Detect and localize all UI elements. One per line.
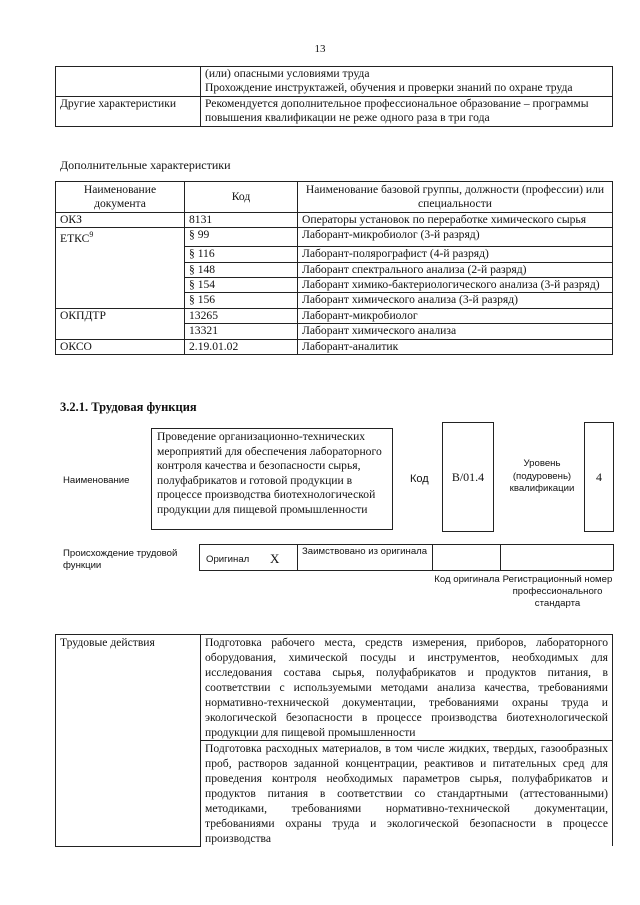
- doc-cell: [56, 293, 185, 308]
- header-code: Код: [185, 182, 298, 213]
- doc-cell: [56, 228, 185, 247]
- code-cell: 8131: [185, 213, 298, 228]
- code-cell: 13265: [185, 308, 298, 323]
- name-cell: Операторы установок по переработке химического сырья: [298, 213, 613, 228]
- row-label: [56, 67, 201, 97]
- table-row: [56, 213, 613, 228]
- doc-cell: [56, 277, 185, 292]
- name-cell: Лаборант химического анализа (3-й разряд): [298, 293, 613, 308]
- doc-name: ЕТКС: [60, 232, 90, 246]
- table-row: [56, 96, 613, 126]
- action-item: Подготовка расходных материалов, в том числе жидких, твердых, газообразных проб, растворов заданной концентрации, реактивов и питательных сред для проведения контроля необходимых параметров сырья, полуфабрикатов и продуктов питания в соответствии со стандартными (аттестованными) методиками, требованиями нормативно-технической документации, требованиями охраны труда и экологической безопасности в процессе производства: [201, 741, 613, 847]
- reg-number-cell: [501, 544, 614, 571]
- name-cell: Лаборант-аналитик: [298, 339, 613, 354]
- code-original-cell: [433, 544, 501, 571]
- action-item: Подготовка рабочего места, средств измерения, приборов, лабораторного оборудования, химической посуды и инструментов, необходимых для исследования состава сырья, полуфабрикатов и продуктов питания, в соответствии с используемыми методами анализа качества, требованиями нормативно-технической документации, требованиями охраны труда и экологической безопасности в процессе производства биотехнологической продукции для пищевой промышленности: [201, 635, 613, 741]
- table-row: [56, 67, 613, 97]
- name-cell: Лаборант-полярографист (4-й разряд): [298, 247, 613, 262]
- table-row: [56, 308, 613, 323]
- qualification-level-box: 4: [584, 422, 614, 532]
- name-cell: Лаборант-микробиолог (3-й разряд): [298, 228, 613, 247]
- name-cell: Лаборант химико-бактериологического анализа (3-й разряд): [298, 277, 613, 292]
- row-line: Прохождение инструктажей, обучения и проверки знаний по охране труда: [205, 81, 573, 95]
- doc-cell: [56, 262, 185, 277]
- doc-cell: ОКПДТР: [56, 308, 185, 323]
- characteristics-table: [55, 66, 613, 127]
- table-row: [56, 635, 613, 741]
- table-row: [56, 228, 613, 247]
- code-cell: § 116: [185, 247, 298, 262]
- table-row: [56, 293, 613, 308]
- original-cell: [199, 544, 297, 571]
- additional-characteristics-title: Дополнительные характеристики: [60, 158, 231, 172]
- doc-cell: ОКЗ: [56, 213, 185, 228]
- labor-actions-table: [55, 634, 613, 847]
- doc-cell: ОКСО: [56, 339, 185, 354]
- doc-cell: [56, 247, 185, 262]
- function-code-label: Код: [410, 473, 429, 485]
- name-cell: Лаборант спектрального анализа (2-й разряд): [298, 262, 613, 277]
- original-label: Оригинал: [206, 554, 250, 565]
- code-cell: § 154: [185, 277, 298, 292]
- code-cell: 13321: [185, 324, 298, 339]
- table-row: [56, 247, 613, 262]
- row-value: [201, 67, 613, 97]
- function-origin-label: Происхождение трудовой функции: [63, 548, 178, 571]
- name-cell: Лаборант химического анализа: [298, 324, 613, 339]
- borrowed-cell: [297, 544, 433, 571]
- row-line: (или) опасными условиями труда: [205, 67, 370, 80]
- table-row: [56, 339, 613, 354]
- section-title: 3.2.1. Трудовая функция: [60, 400, 197, 414]
- borrowed-label: Заимствовано из оригинала: [302, 546, 428, 557]
- actions-label: Трудовые действия: [56, 635, 201, 847]
- table-row: [56, 324, 613, 339]
- original-mark: X: [270, 551, 280, 566]
- table-row: [56, 277, 613, 292]
- reg-number-caption: Регистрационный номер профессионального стандарта: [502, 574, 613, 609]
- qualification-level-label: Уровень (подуровень) квалификации: [509, 458, 575, 494]
- origin-row: [199, 544, 614, 571]
- function-name-box: Проведение организационно-технических мероприятий для обеспечения лабораторного контроля качества и безопасности сырья, полуфабрикатов и готовой продукции в процессе производства биотехнологической продукции для пищевой промышленности: [151, 428, 393, 530]
- page-number: 13: [314, 43, 326, 55]
- code-original-caption: Код оригинала: [434, 574, 500, 585]
- row-value: Рекомендуется дополнительное профессиональное образование – программы повышения квалификации не реже одного раза в три года: [201, 96, 613, 126]
- footnote-mark: 9: [89, 230, 94, 240]
- table-row: [56, 262, 613, 277]
- code-cell: 2.19.01.02: [185, 339, 298, 354]
- header-document: Наименование документа: [56, 182, 185, 213]
- code-cell: § 156: [185, 293, 298, 308]
- name-cell: Лаборант-микробиолог: [298, 308, 613, 323]
- code-cell: § 148: [185, 262, 298, 277]
- function-name-label: Наименование: [63, 475, 130, 486]
- additional-characteristics-table: [55, 181, 613, 355]
- code-cell: § 99: [185, 228, 298, 247]
- function-code-box: B/01.4: [442, 422, 494, 532]
- table-header-row: [56, 182, 613, 213]
- doc-cell: [56, 324, 185, 339]
- row-label: Другие характеристики: [56, 96, 201, 126]
- header-group-name: Наименование базовой группы, должности (профессии) или специальности: [298, 182, 613, 213]
